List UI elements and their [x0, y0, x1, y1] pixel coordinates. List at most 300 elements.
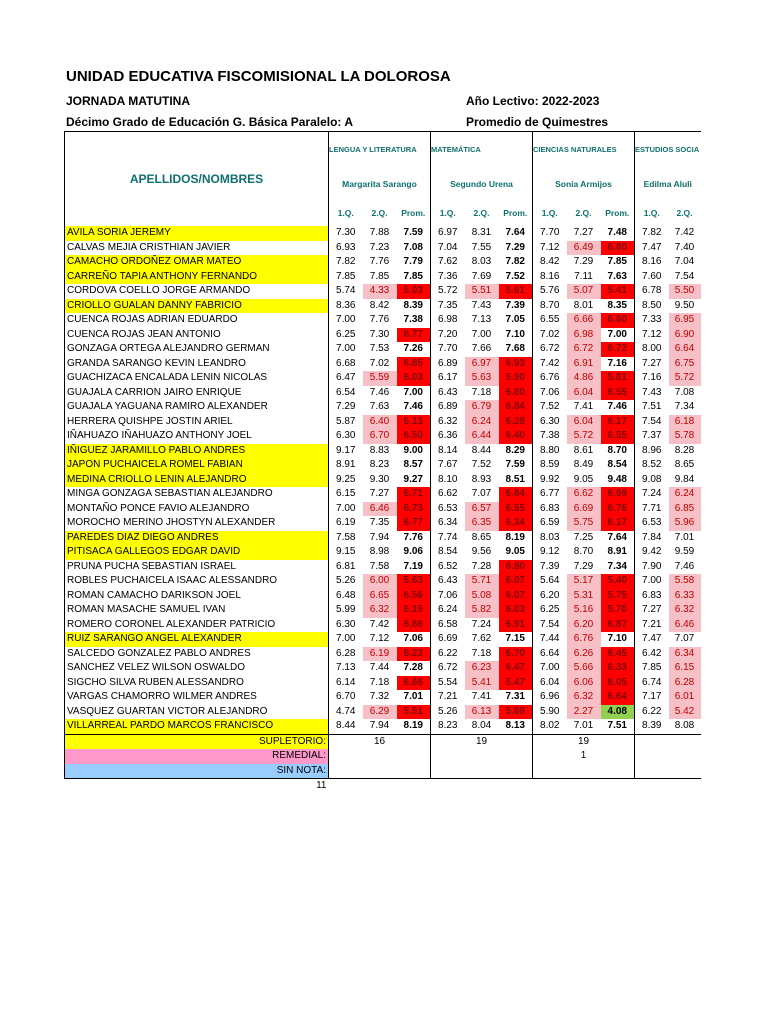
grade-average: 5.70 — [601, 603, 635, 618]
grade-average: 7.15 — [499, 632, 533, 647]
grade-cell: 6.04 — [567, 415, 601, 430]
table-row — [65, 603, 701, 618]
table-row — [65, 618, 701, 633]
grade-cell: 6.59 — [540, 517, 560, 528]
q1-header: 1.Q. — [643, 208, 660, 219]
grade-cell: 8.70 — [540, 299, 560, 311]
grade-cell: 9.08 — [642, 473, 662, 485]
table-row — [65, 473, 701, 488]
grade-cell: 6.62 — [438, 488, 458, 499]
grade-cell: 7.13 — [336, 662, 356, 673]
remedial-ciencias: 1 — [533, 749, 635, 764]
grade-cell: 5.72 — [438, 285, 458, 296]
grade-cell: 5.07 — [567, 284, 601, 299]
grade-cell: 6.97 — [465, 357, 499, 372]
grade-cell: 6.72 — [567, 342, 601, 357]
grade-average: 7.68 — [499, 342, 533, 357]
table-row — [65, 719, 701, 734]
grade-cell: 9.59 — [674, 546, 695, 557]
student-name: VASQUEZ GUARTAN VICTOR ALEJANDRO — [65, 705, 329, 720]
grade-cell: 7.00 — [471, 328, 492, 340]
q1-header: 1.Q. — [337, 208, 354, 219]
grade-cell: 5.08 — [465, 589, 499, 604]
q1-header: 1.Q. — [541, 208, 558, 219]
grade-average: 7.05 — [499, 313, 533, 328]
grade-cell: 8.23 — [369, 459, 390, 470]
grade-average: 5.47 — [499, 676, 533, 691]
grade-cell: 7.54 — [642, 415, 662, 427]
grade-average: 7.51 — [601, 719, 635, 734]
grade-cell: 7.90 — [642, 560, 662, 572]
grade-average: 6.64 — [601, 690, 635, 705]
student-name: VARGAS CHAMORRO WILMER ANDRES — [65, 690, 329, 705]
grade-average: 8.70 — [601, 444, 635, 459]
grade-average: 6.56 — [397, 589, 431, 604]
grade-average: 7.00 — [601, 328, 635, 343]
grade-cell: 7.34 — [674, 401, 695, 412]
table-row — [65, 516, 701, 531]
grade-average: 6.85 — [397, 357, 431, 372]
grade-cell: 8.31 — [471, 227, 492, 238]
student-name: SANCHEZ VELEZ WILSON OSWALDO — [65, 661, 329, 676]
grade-cell: 5.54 — [438, 676, 458, 688]
grade-cell: 9.17 — [336, 444, 356, 456]
grade-average: 7.08 — [397, 241, 431, 256]
grade-cell: 5.58 — [669, 574, 701, 589]
grade-cell: 6.52 — [438, 560, 458, 572]
grade-cell: 7.32 — [369, 691, 390, 702]
grade-cell: 9.25 — [336, 473, 356, 485]
grade-cell: 7.58 — [336, 531, 356, 543]
grade-cell: 7.00 — [540, 662, 560, 673]
grade-cell: 6.54 — [336, 386, 356, 398]
teacher-lengua: Margarita Sarango — [329, 168, 431, 201]
grade-cell: 7.41 — [573, 401, 594, 412]
subject-header-sociales: ESTUDIOS SOCIA — [635, 132, 701, 169]
grade-average: 7.39 — [499, 299, 533, 314]
student-name: PITISACA GALLEGOS EDGAR DAVID — [65, 545, 329, 560]
grade-cell: 7.04 — [438, 241, 458, 253]
supletorio-matematica: 19 — [431, 734, 533, 749]
grade-cell: 7.18 — [471, 647, 492, 659]
grade-cell: 6.95 — [669, 313, 701, 328]
grade-cell: 6.46 — [669, 618, 701, 633]
grade-cell: 4.74 — [336, 705, 356, 717]
grade-cell: 8.03 — [471, 256, 492, 267]
grade-cell: 6.30 — [336, 430, 356, 441]
grade-average: 4.08 — [601, 705, 635, 720]
grade-average: 6.73 — [397, 502, 431, 517]
grade-cell: 8.59 — [540, 459, 560, 470]
student-name: AVILA SORIA JEREMY — [65, 226, 329, 241]
grade-cell: 6.04 — [540, 676, 560, 688]
grade-cell: 6.43 — [438, 575, 458, 586]
grade-average: 7.29 — [499, 241, 533, 256]
grade-cell: 4.33 — [363, 284, 397, 299]
grade-cell: 7.02 — [540, 328, 560, 340]
grade-cell: 5.64 — [540, 575, 560, 586]
grade-cell: 5.51 — [465, 284, 499, 299]
grade-cell: 7.01 — [674, 531, 695, 543]
grade-cell: 5.26 — [336, 575, 356, 586]
grade-cell: 7.51 — [642, 401, 662, 412]
grade-cell: 8.02 — [540, 720, 560, 731]
grade-cell: 5.66 — [567, 661, 601, 676]
grade-average: 7.59 — [397, 226, 431, 241]
grade-cell: 7.12 — [369, 633, 390, 644]
grade-cell: 7.82 — [336, 256, 356, 267]
grade-average: 6.76 — [601, 502, 635, 517]
grade-cell: 6.46 — [363, 502, 397, 517]
student-name: HERRERA QUISHPE JOSTIN ARIEL — [65, 415, 329, 430]
student-name: GONZAGA ORTEGA ALEJANDRO GERMAN — [65, 342, 329, 357]
grade-average: 5.41 — [601, 284, 635, 299]
grade-average: 7.46 — [397, 400, 431, 415]
grade-cell: 7.20 — [438, 328, 458, 340]
grade-cell: 8.65 — [471, 531, 492, 543]
grade-cell: 6.33 — [669, 589, 701, 604]
grado-paralelo-label: Décimo Grado de Educación G. Básica Paralelo: A — [66, 115, 353, 129]
grade-cell: 7.29 — [573, 560, 594, 572]
grade-average: 6.80 — [601, 241, 635, 256]
grade-cell: 6.70 — [336, 691, 356, 702]
grade-average: 7.06 — [397, 632, 431, 647]
grade-cell: 7.69 — [471, 270, 492, 282]
table-row — [65, 255, 701, 270]
grade-cell: 5.31 — [567, 589, 601, 604]
grade-cell: 7.30 — [369, 328, 390, 340]
student-name: MEDINA CRIOLLO LENIN ALEJANDRO — [65, 473, 329, 488]
student-name: PRUNA PUCHA SEBASTIAN ISRAEL — [65, 560, 329, 575]
student-name: ROMERO CORONEL ALEXANDER PATRICIO — [65, 618, 329, 633]
grade-cell: 7.12 — [642, 328, 662, 340]
grade-cell: 7.13 — [471, 314, 492, 325]
grade-cell: 5.17 — [567, 574, 601, 589]
grade-average: 7.63 — [601, 270, 635, 285]
grade-cell: 7.94 — [369, 531, 390, 543]
grade-cell: 7.38 — [540, 430, 560, 441]
grade-cell: 7.82 — [642, 227, 662, 238]
grade-cell: 8.98 — [369, 546, 390, 557]
grade-cell: 6.53 — [642, 517, 662, 528]
grade-cell: 8.36 — [336, 299, 356, 311]
grade-cell: 6.98 — [567, 328, 601, 343]
grade-cell: 6.70 — [363, 429, 397, 444]
prom-header: Prom. — [601, 201, 635, 226]
grade-cell: 6.76 — [540, 372, 560, 383]
grade-cell: 2.27 — [567, 705, 601, 720]
grade-cell: 9.50 — [674, 299, 695, 311]
grade-cell: 6.32 — [438, 415, 458, 427]
grade-average: 5.75 — [601, 589, 635, 604]
grade-cell: 7.76 — [369, 314, 390, 325]
grade-cell: 7.54 — [540, 618, 560, 630]
grade-cell: 7.46 — [674, 560, 695, 572]
table-row — [65, 270, 701, 285]
grade-cell: 7.46 — [369, 386, 390, 398]
table-row — [65, 313, 701, 328]
grade-cell: 5.74 — [336, 285, 356, 296]
student-name: MONTAÑO PONCE FAVIO ALEJANDRO — [65, 502, 329, 517]
grade-average: 7.00 — [397, 386, 431, 401]
table-row — [65, 487, 701, 502]
grade-cell: 6.20 — [540, 589, 560, 601]
table-row — [65, 632, 701, 647]
q2-header: 2.Q. — [676, 208, 693, 219]
grade-average: 6.87 — [601, 618, 635, 633]
grade-average: 8.57 — [397, 458, 431, 473]
grade-cell: 5.42 — [669, 705, 701, 720]
grade-cell: 7.84 — [642, 531, 662, 543]
grade-cell: 6.69 — [567, 502, 601, 517]
grade-average: 7.46 — [601, 400, 635, 415]
grade-cell: 9.15 — [336, 546, 356, 557]
grade-cell: 7.40 — [674, 241, 695, 253]
grade-average: 8.19 — [499, 531, 533, 546]
grade-average: 6.80 — [499, 386, 533, 401]
grade-average: 7.01 — [397, 690, 431, 705]
grade-cell: 7.52 — [471, 459, 492, 470]
grade-average: 7.85 — [601, 255, 635, 270]
grade-cell: 6.26 — [567, 647, 601, 662]
grade-cell: 7.76 — [369, 256, 390, 267]
grade-average: 7.31 — [499, 690, 533, 705]
student-name: SIGCHO SILVA RUBEN ALESSANDRO — [65, 676, 329, 691]
grade-cell: 7.01 — [573, 720, 594, 731]
grade-cell: 7.11 — [574, 270, 593, 282]
grade-cell: 7.16 — [642, 372, 662, 383]
grade-cell: 6.00 — [363, 574, 397, 589]
grade-cell: 6.89 — [438, 401, 458, 412]
sin-nota-label: SIN NOTA: — [65, 764, 329, 779]
grade-cell: 5.50 — [669, 284, 701, 299]
grade-cell: 7.08 — [674, 386, 695, 398]
grade-cell: 6.58 — [438, 618, 458, 630]
grade-average: 8.19 — [397, 719, 431, 734]
grade-average: 9.05 — [499, 545, 533, 560]
grade-cell: 6.15 — [336, 488, 356, 499]
grade-average: 6.40 — [499, 429, 533, 444]
grade-average: 6.66 — [397, 676, 431, 691]
table-row — [65, 560, 701, 575]
grade-cell: 7.37 — [642, 430, 662, 441]
grade-cell: 6.69 — [438, 633, 458, 644]
grade-cell: 7.42 — [369, 618, 390, 630]
grade-cell: 6.47 — [336, 372, 356, 383]
grade-cell: 6.15 — [669, 661, 701, 676]
grade-average: 9.27 — [397, 473, 431, 488]
grade-cell: 5.72 — [567, 429, 601, 444]
grade-average: 8.29 — [499, 444, 533, 459]
prom-header: Prom. — [397, 201, 431, 226]
grade-average: 6.13 — [397, 415, 431, 430]
grade-cell: 7.47 — [642, 241, 662, 253]
grade-cell: 7.36 — [438, 270, 458, 282]
grade-average: 6.77 — [397, 516, 431, 531]
grade-cell: 6.75 — [669, 357, 701, 372]
q2-header: 2.Q. — [575, 208, 592, 219]
grade-average: 8.39 — [397, 299, 431, 314]
grade-cell: 8.93 — [471, 473, 492, 485]
table-row — [65, 458, 701, 473]
grade-cell: 5.90 — [540, 705, 560, 717]
grade-cell: 5.96 — [669, 516, 701, 531]
grade-cell: 6.97 — [438, 227, 458, 238]
grade-cell: 9.30 — [369, 473, 390, 485]
grade-cell: 8.42 — [369, 299, 390, 311]
grade-cell: 7.63 — [369, 401, 390, 412]
grade-cell: 6.83 — [642, 589, 662, 601]
grade-cell: 7.21 — [438, 691, 458, 702]
grade-average: 8.91 — [601, 545, 635, 560]
grade-average: 6.60 — [601, 313, 635, 328]
table-row — [65, 676, 701, 691]
grade-cell: 7.02 — [369, 357, 390, 369]
grade-average: 7.59 — [499, 458, 533, 473]
grade-cell: 6.19 — [336, 517, 356, 528]
grade-average: 7.52 — [499, 270, 533, 285]
grade-cell: 6.76 — [567, 632, 601, 647]
grade-cell: 6.89 — [438, 357, 458, 369]
grade-cell: 7.85 — [642, 662, 662, 673]
grade-cell: 7.55 — [471, 241, 492, 253]
grade-cell: 6.93 — [336, 241, 356, 253]
grade-cell: 6.29 — [363, 705, 397, 720]
grade-cell: 6.85 — [669, 502, 701, 517]
grade-cell: 6.30 — [540, 415, 560, 427]
grade-cell: 6.65 — [363, 589, 397, 604]
grade-average: 5.61 — [499, 284, 533, 299]
grade-cell: 7.29 — [336, 401, 356, 412]
grade-average: 5.40 — [601, 574, 635, 589]
student-name: CAMACHO ORDOÑEZ OMAR MATEO — [65, 255, 329, 270]
grade-cell: 8.42 — [540, 256, 560, 267]
grade-cell: 9.56 — [471, 546, 492, 557]
grade-average: 7.85 — [397, 270, 431, 285]
grade-average: 6.55 — [499, 502, 533, 517]
grade-cell: 7.70 — [438, 343, 458, 354]
grade-cell: 8.54 — [438, 546, 458, 557]
grade-cell: 7.27 — [642, 357, 662, 369]
grade-cell: 8.03 — [540, 531, 560, 543]
grade-cell: 6.57 — [465, 502, 499, 517]
jornada-label: JORNADA MATUTINA — [66, 94, 190, 108]
grade-cell: 6.32 — [567, 690, 601, 705]
grade-cell: 6.22 — [438, 647, 458, 659]
grade-cell: 7.00 — [336, 502, 356, 514]
grade-cell: 7.35 — [369, 517, 390, 528]
grade-cell: 7.67 — [438, 459, 458, 470]
school-title: UNIDAD EDUCATIVA FISCOMISIONAL LA DOLOROSA — [66, 68, 451, 85]
table-row — [65, 386, 701, 401]
grade-average: 7.26 — [397, 342, 431, 357]
grade-cell: 6.28 — [336, 647, 356, 659]
grade-cell: 5.72 — [669, 371, 701, 386]
grade-cell: 7.53 — [369, 343, 390, 354]
grade-cell: 7.42 — [674, 227, 695, 238]
grade-cell: 7.85 — [369, 270, 390, 282]
grade-cell: 6.98 — [438, 314, 458, 325]
grade-cell: 6.72 — [438, 662, 458, 673]
grade-cell: 8.83 — [369, 444, 390, 456]
grade-cell: 7.94 — [369, 720, 390, 731]
grade-cell: 7.58 — [369, 560, 390, 572]
bottom-count: 11 — [316, 780, 327, 791]
student-name: PAREDES DIAZ DIEGO ANDRES — [65, 531, 329, 546]
grade-cell: 8.52 — [642, 459, 662, 470]
grade-cell: 6.64 — [669, 342, 701, 357]
grade-cell: 5.26 — [438, 705, 458, 717]
grade-average: 7.38 — [397, 313, 431, 328]
grade-cell: 7.12 — [540, 241, 560, 253]
table-row — [65, 241, 701, 256]
grade-cell: 6.90 — [669, 328, 701, 343]
grade-cell: 7.62 — [471, 633, 492, 644]
grade-cell: 8.28 — [674, 444, 695, 456]
table-row — [65, 299, 701, 314]
grade-cell: 7.27 — [573, 227, 594, 238]
subject-header-lengua: LENGUA Y LITERATURA — [329, 132, 431, 169]
grade-cell: 5.59 — [363, 371, 397, 386]
grade-cell: 8.49 — [573, 459, 594, 470]
grade-cell: 9.05 — [573, 473, 594, 485]
grade-cell: 6.30 — [336, 618, 356, 630]
grade-cell: 7.52 — [540, 401, 560, 412]
table-row — [65, 531, 701, 546]
grade-cell: 5.99 — [336, 604, 356, 615]
grade-cell: 6.14 — [336, 676, 356, 688]
grade-cell: 6.25 — [540, 604, 560, 615]
grade-cell: 9.84 — [674, 473, 695, 485]
grade-average: 7.82 — [499, 255, 533, 270]
student-name: GUAJALA YAGUANA RAMIRO ALEXANDER — [65, 400, 329, 415]
grade-cell: 7.71 — [642, 502, 662, 514]
student-name: ROMAN CAMACHO DARIKSON JOEL — [65, 589, 329, 604]
grade-average: 9.06 — [397, 545, 431, 560]
grade-cell: 6.96 — [540, 691, 560, 702]
grade-average: 6.33 — [601, 661, 635, 676]
grade-cell: 6.83 — [540, 502, 560, 514]
grade-cell: 5.16 — [567, 603, 601, 618]
student-name: ROBLES PUCHAICELA ISAAC ALESSANDRO — [65, 574, 329, 589]
grade-cell: 7.74 — [438, 531, 458, 543]
grade-cell: 6.74 — [642, 676, 662, 688]
table-row — [65, 574, 701, 589]
student-name: IÑIGUEZ JARAMILLO PABLO ANDRES — [65, 444, 329, 459]
grade-average: 6.84 — [499, 400, 533, 415]
table-row — [65, 444, 701, 459]
grade-average: 6.15 — [397, 603, 431, 618]
grade-cell: 5.82 — [465, 603, 499, 618]
grade-cell: 7.00 — [336, 343, 356, 354]
grade-cell: 8.80 — [540, 444, 560, 456]
grade-cell: 7.29 — [573, 256, 594, 267]
grade-cell: 6.44 — [465, 429, 499, 444]
student-name: JAPON PUCHAICELA ROMEL FABIAN — [65, 458, 329, 473]
grade-cell: 7.27 — [642, 604, 662, 615]
grade-cell: 4.86 — [567, 371, 601, 386]
supletorio-ciencias: 19 — [533, 734, 635, 749]
grade-cell: 8.01 — [573, 299, 594, 311]
grade-cell: 7.18 — [471, 386, 492, 398]
grade-cell: 7.44 — [369, 662, 390, 673]
table-row — [65, 502, 701, 517]
grade-cell: 7.17 — [642, 691, 662, 702]
grade-cell: 6.36 — [438, 430, 458, 441]
table-row — [65, 589, 701, 604]
grade-average: 6.77 — [397, 328, 431, 343]
grade-cell: 8.08 — [674, 720, 695, 731]
